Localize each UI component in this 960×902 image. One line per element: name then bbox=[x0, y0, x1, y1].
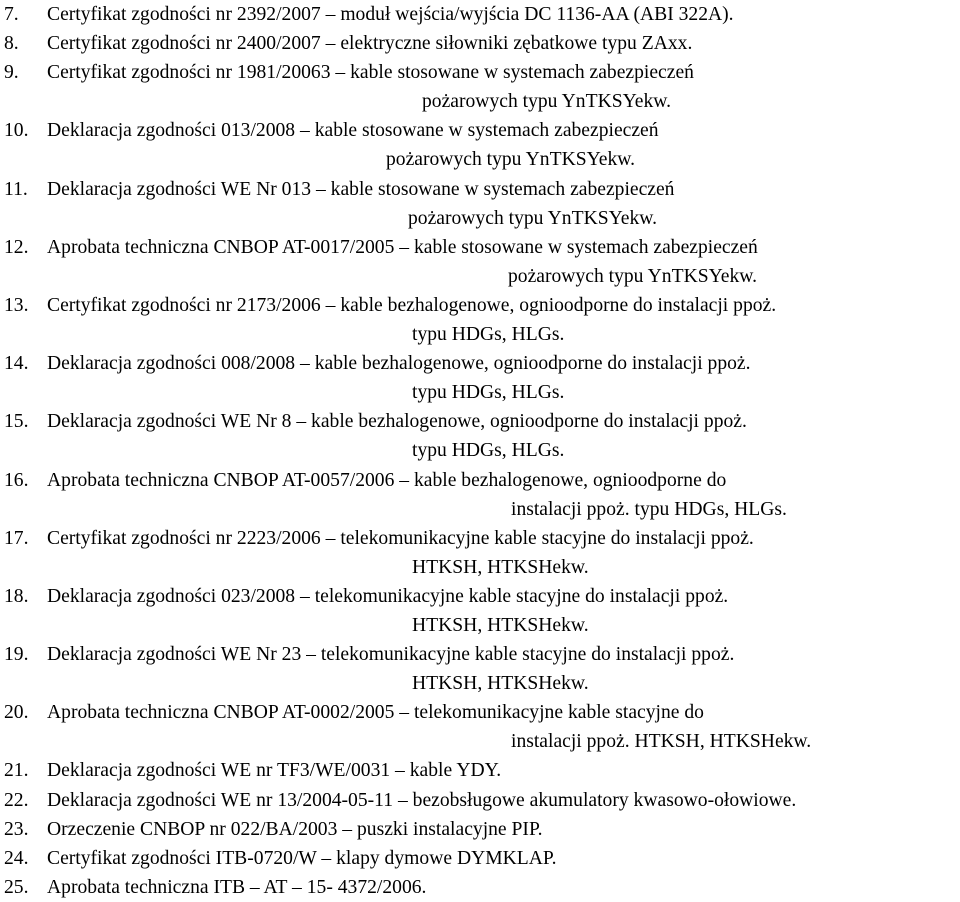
list-item-line bbox=[0, 466, 960, 495]
list-item-continuation bbox=[0, 436, 960, 465]
item-number: 15. bbox=[4, 411, 29, 433]
list-item-continuation bbox=[0, 611, 960, 640]
list-item-24 bbox=[0, 844, 960, 873]
item-number: 23. bbox=[4, 818, 29, 840]
item-text: Certyfikat zgodności ITB-0720/W – klapy dymowe DYMKLAP. bbox=[47, 847, 557, 869]
list-item-20 bbox=[0, 698, 960, 756]
list-item-line bbox=[0, 58, 960, 87]
item-text: Aprobata techniczna ITB – AT – 15- 4372/2006. bbox=[47, 876, 427, 898]
item-text: Deklaracja zgodności 023/2008 – telekomunikacyjne kable stacyjne do instalacji ppoż. bbox=[47, 585, 729, 607]
item-number: 21. bbox=[4, 760, 29, 782]
item-continuation-text: pożarowych typu YnTKSYekw. bbox=[386, 149, 636, 171]
item-number: 11. bbox=[4, 178, 28, 200]
list-item-23 bbox=[0, 815, 960, 844]
item-number: 13. bbox=[4, 294, 29, 316]
list-item-continuation bbox=[0, 145, 960, 174]
list-item-10 bbox=[0, 116, 960, 174]
item-text: Aprobata techniczna CNBOP AT-0002/2005 – telekomunikacyjne kable stacyjne do bbox=[47, 702, 704, 724]
list-item-line bbox=[0, 815, 960, 844]
list-item-line bbox=[0, 0, 960, 29]
item-number: 7. bbox=[4, 4, 19, 25]
list-item-continuation bbox=[0, 320, 960, 349]
list-item-17 bbox=[0, 524, 960, 582]
list-item-line bbox=[0, 582, 960, 611]
list-item-line bbox=[0, 873, 960, 902]
list-item-12 bbox=[0, 233, 960, 291]
list-item-continuation bbox=[0, 378, 960, 407]
list-item-continuation bbox=[0, 669, 960, 698]
item-text: Deklaracja zgodności WE Nr 8 – kable bezhalogenowe, ognioodporne do instalacji ppoż. bbox=[47, 411, 747, 433]
item-continuation-text: typu HDGs, HLGs. bbox=[412, 324, 565, 346]
item-text: Deklaracja zgodności 013/2008 – kable stosowane w systemach zabezpieczeń bbox=[47, 120, 659, 142]
list-item-7 bbox=[0, 0, 960, 29]
item-text: Deklaracja zgodności WE nr 13/2004-05-11 – bezobsługowe akumulatory kwasowo-ołowiowe. bbox=[47, 789, 797, 811]
item-continuation-text: typu HDGs, HLGs. bbox=[412, 382, 565, 404]
list-item-continuation bbox=[0, 204, 960, 233]
item-text: Certyfikat zgodności nr 1981/20063 – kable stosowane w systemach zabezpieczeń bbox=[47, 62, 694, 84]
list-item-continuation bbox=[0, 553, 960, 582]
list-item-continuation bbox=[0, 727, 960, 756]
item-text: Deklaracja zgodności WE Nr 013 – kable stosowane w systemach zabezpieczeń bbox=[47, 178, 675, 200]
item-continuation-text: pożarowych typu YnTKSYekw. bbox=[408, 207, 658, 229]
item-continuation-text: pożarowych typu YnTKSYekw. bbox=[508, 265, 758, 287]
list-item-line bbox=[0, 291, 960, 320]
item-text: Deklaracja zgodności WE nr TF3/WE/0031 – kable YDY. bbox=[47, 760, 502, 782]
item-number: 25. bbox=[4, 876, 29, 898]
item-number: 10. bbox=[4, 120, 29, 142]
list-item-line bbox=[0, 844, 960, 873]
list-item-line bbox=[0, 407, 960, 436]
item-continuation-text: HTKSH, HTKSHekw. bbox=[412, 614, 589, 636]
item-text: Certyfikat zgodności nr 2173/2006 – kable bezhalogenowe, ognioodporne do instalacji ppoż. bbox=[47, 294, 777, 316]
list-item-13 bbox=[0, 291, 960, 349]
list-item-16 bbox=[0, 466, 960, 524]
item-number: 12. bbox=[4, 236, 29, 258]
item-number: 18. bbox=[4, 585, 29, 607]
list-item-line bbox=[0, 175, 960, 204]
item-number: 9. bbox=[4, 62, 19, 84]
item-text: Certyfikat zgodności nr 2392/2007 – moduł wejścia/wyjścia DC 1136-AA (ABI 322A). bbox=[47, 4, 734, 25]
list-item-line bbox=[0, 29, 960, 58]
list-item-line bbox=[0, 786, 960, 815]
item-number: 20. bbox=[4, 702, 29, 724]
list-item-22 bbox=[0, 786, 960, 815]
list-item-continuation bbox=[0, 87, 960, 116]
list-item-9 bbox=[0, 58, 960, 116]
list-item-18 bbox=[0, 582, 960, 640]
item-number: 8. bbox=[4, 33, 19, 55]
list-item-8 bbox=[0, 29, 960, 58]
list-item-line bbox=[0, 756, 960, 785]
list-item-line bbox=[0, 349, 960, 378]
item-number: 16. bbox=[4, 469, 29, 491]
list-item-19 bbox=[0, 640, 960, 698]
item-number: 14. bbox=[4, 353, 29, 375]
item-number: 17. bbox=[4, 527, 29, 549]
item-continuation-text: instalacji ppoż. HTKSH, HTKSHekw. bbox=[511, 731, 812, 753]
list-item-line bbox=[0, 116, 960, 145]
item-continuation-text: instalacji ppoż. typu HDGs, HLGs. bbox=[511, 498, 787, 520]
list-item-11 bbox=[0, 175, 960, 233]
list-item-line bbox=[0, 233, 960, 262]
list-item-line bbox=[0, 698, 960, 727]
item-number: 24. bbox=[4, 847, 29, 869]
list-item-line bbox=[0, 524, 960, 553]
item-continuation-text: pożarowych typu YnTKSYekw. bbox=[422, 91, 672, 113]
item-text: Deklaracja zgodności WE Nr 23 – telekomunikacyjne kable stacyjne do instalacji ppoż. bbox=[47, 644, 735, 666]
item-text: Deklaracja zgodności 008/2008 – kable bezhalogenowe, ognioodporne do instalacji ppoż. bbox=[47, 353, 751, 375]
list-item-21 bbox=[0, 756, 960, 785]
list-item-25 bbox=[0, 873, 960, 902]
list-item-continuation bbox=[0, 262, 960, 291]
list-item-line bbox=[0, 640, 960, 669]
item-number: 22. bbox=[4, 789, 29, 811]
list-item-14 bbox=[0, 349, 960, 407]
item-continuation-text: HTKSH, HTKSHekw. bbox=[412, 673, 589, 695]
item-text: Orzeczenie CNBOP nr 022/BA/2003 – puszki instalacyjne PIP. bbox=[47, 818, 543, 840]
item-continuation-text: typu HDGs, HLGs. bbox=[412, 440, 565, 462]
list-item-15 bbox=[0, 407, 960, 465]
item-number: 19. bbox=[4, 644, 29, 666]
item-text: Certyfikat zgodności nr 2223/2006 – telekomunikacyjne kable stacyjne do instalacji ppoż. bbox=[47, 527, 754, 549]
item-text: Certyfikat zgodności nr 2400/2007 – elektryczne siłowniki zębatkowe typu ZAxx. bbox=[47, 33, 693, 55]
item-continuation-text: HTKSH, HTKSHekw. bbox=[412, 556, 589, 578]
list-item-continuation bbox=[0, 495, 960, 524]
item-text: Aprobata techniczna CNBOP AT-0057/2006 – kable bezhalogenowe, ognioodporne do bbox=[47, 469, 727, 491]
item-text: Aprobata techniczna CNBOP AT-0017/2005 – kable stosowane w systemach zabezpieczeń bbox=[47, 236, 758, 258]
